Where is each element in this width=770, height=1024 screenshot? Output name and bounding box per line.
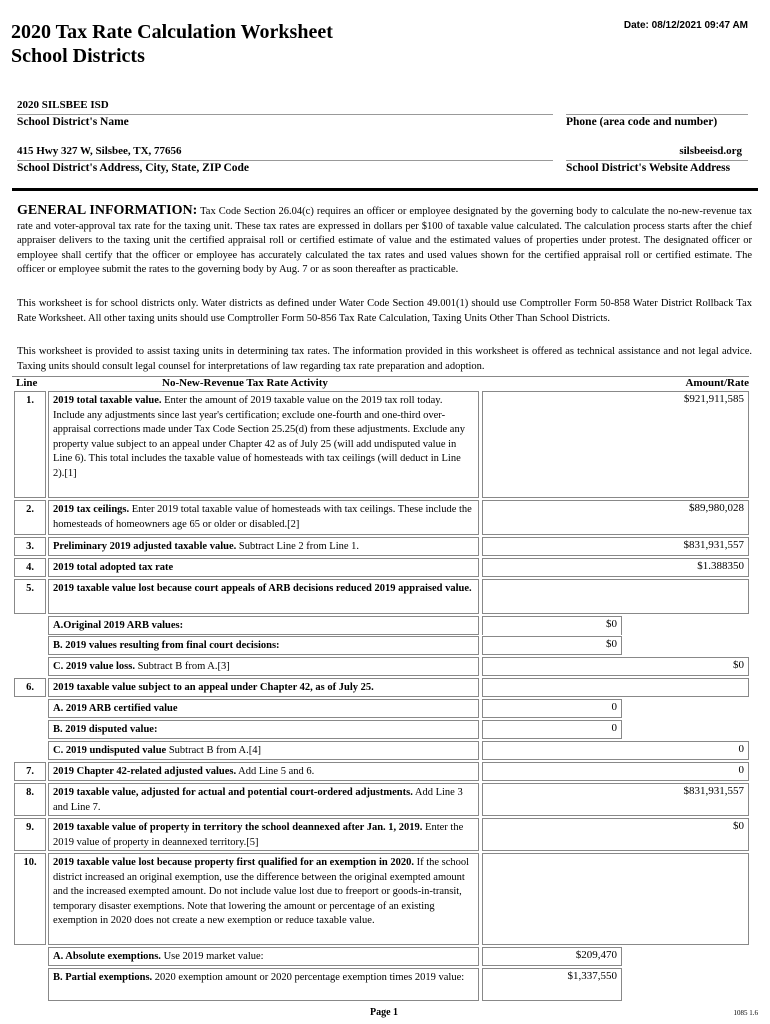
table-row [12,391,749,498]
subline-text: Use 2019 market value: [160,951,264,962]
table-subrow [12,616,749,635]
line-title: 2019 taxable value lost because court appeals of ARB decisions reduced 2019 appraised value. [53,583,472,594]
subline-description [48,720,479,739]
line-value [482,853,749,945]
table-row [12,853,749,945]
col-line-header: Line [16,377,38,389]
assistance-paragraph: This worksheet is provided to assist taxing units in determining tax rates. The information provided in this worksheet is offered as technical assistance and not legal advice. Taxing units should consult legal counsel for interpretations of law regarding tax rate preparation and adoption. [17,346,752,372]
subline-text: 2020 exemption amount or 2020 percentage exemption times 2019 value: [152,972,465,983]
line-number: 8. [14,783,46,816]
title-line-1: 2020 Tax Rate Calculation Worksheet [11,21,333,43]
general-info-paragraph [17,204,752,278]
district-name: 2020 SILSBEE ISD [17,99,109,111]
line-description [48,853,479,945]
line-description [48,762,479,781]
line-description [48,818,479,851]
empty-cell [624,616,749,635]
line-number: 9. [14,818,46,851]
line-text: Enter the 2019 value of property in deannexed territory.[5] [53,822,464,848]
line-title: 2019 total taxable value. [53,395,162,406]
line-value: $0 [482,818,749,851]
table-row [12,558,749,577]
subline-value: $209,470 [482,947,622,966]
subline-label: A.Original 2019 ARB values: [53,620,184,631]
line-description [48,537,479,556]
page-title [11,20,333,68]
line-description [48,678,479,697]
line-text: Add Line 5 and 6. [236,766,315,777]
table-row [12,762,749,781]
line-text: Subtract Line 2 from Line 1. [236,541,360,552]
table-row [12,579,749,614]
divider [566,160,748,161]
subline-value: 0 [482,720,622,739]
subline-title: C. 2019 value loss. [53,661,135,672]
subline-label: A. 2019 ARB certified value [53,703,178,714]
subline-description [48,968,479,1001]
line-title: 2019 taxable value lost because property first qualified for an exemption in 2020. [53,857,414,868]
line-number: 10. [14,853,46,945]
line-description [48,500,479,535]
subline-description [48,636,479,655]
subline-label: B. 2019 disputed value: [53,724,158,735]
col-activity-header: No-New-Revenue Tax Rate Activity [162,377,328,389]
line-description [48,783,479,816]
divider [17,114,553,115]
section-rule [12,188,758,191]
line-value: $921,911,585 [482,391,749,498]
line-description [48,579,479,614]
district-address: 415 Hwy 327 W, Silsbee, TX, 77656 [17,145,182,157]
subline-description [48,616,479,635]
line-title: 2019 taxable value of property in territory the school deannexed after Jan. 1, 2019. [53,822,423,833]
subline-value: 0 [482,699,622,718]
subline-text: Subtract B from A.[4] [166,745,261,756]
table-row [12,678,749,697]
page-number: Page 1 [370,1007,399,1018]
line-description [48,391,479,498]
form-code: 1085 1.6 [733,1009,758,1017]
col-amount-header: Amount/Rate [685,377,749,389]
general-info-text: Tax Code Section 26.04(c) requires an officer or employee designated by the governing body to calculate the no-new-revenue tax rate and voter-approval tax rate for the taxing unit. These tax rates are expressed in dollars per $100 of taxable value calculated. The calculation process starts after the chief appraiser delivers to the taxing unit the certified appraisal roll or certified estimate of value and the estimated values of properties under protest. The designated officer or employee shall certify that the officer or employee has accurately calculated the tax rates and used values shown for the certified appraisal roll or certified estimate. The officer or employee submit the rates to the governing body by Aug. 7 or as soon thereafter as practicable. [17,206,752,275]
subline-description [48,741,479,760]
table-row [12,537,749,556]
line-number: 2. [14,500,46,535]
line-number: 3. [14,537,46,556]
line-number: 5. [14,579,46,614]
line-title: 2019 tax ceilings. [53,504,130,515]
line-value: $0 [482,657,749,676]
divider [566,114,748,115]
line-value: $831,931,557 [482,783,749,816]
subline-title: C. 2019 undisputed value [53,745,167,756]
line-value: $89,980,028 [482,500,749,535]
subline-label: B. 2019 values resulting from final court decisions: [53,640,280,651]
subline-value: $1,337,550 [482,968,622,1001]
line-title: 2019 total adopted tax rate [53,562,174,573]
table-subrow [12,720,749,739]
table-subrow [12,636,749,655]
line-number: 1. [14,391,46,498]
line-value: $1.388350 [482,558,749,577]
print-date: Date: 08/12/2021 09:47 AM [623,20,748,31]
subline-value: $0 [482,616,622,635]
website-label: School District's Website Address [566,162,731,174]
table-subrow [12,657,749,676]
table-subrow [12,968,749,1001]
table-header [12,376,749,391]
table-subrow [12,741,749,760]
subline-description [48,657,479,676]
line-title: 2019 taxable value, adjusted for actual and potential court-ordered adjustments. [53,787,413,798]
address-label: School District's Address, City, State, ZIP Code [17,162,250,174]
line-number: 7. [14,762,46,781]
table-row [12,818,749,851]
line-value [482,678,749,697]
table-subrow [12,947,749,966]
line-number: 6. [14,678,46,697]
line-title: 2019 taxable value subject to an appeal under Chapter 42, as of July 25. [53,682,374,693]
line-text: Enter the amount of 2019 taxable value on the 2019 tax roll today. Include any adjustments since last year's certification; exclude one-fourth and one-third over-appraisal corrections made under Tax Code Section 25.25(d) from these adjustments. Exclude any property value subject to an appeal under Chapter 42 as of July 25 (will add undisputed value in Line 6). This total includes the taxable value of homesteads with tax ceilings (will deduct in Line 2).[1] [53,395,465,479]
phone-label: Phone (area code and number) [566,116,718,128]
subline-title: B. Partial exemptions. [53,972,153,983]
school-only-paragraph: This worksheet is for school districts only. Water districts as defined under Water Code Section 49.001(1) should use Comptroller Form 50-858 Water District Rollback Tax Rate Worksheet. All other taxing units should use Comptroller Form 50-856 Tax Rate Calculation, Taxing Units Other Than School Districts. [17,298,752,324]
table-row [12,783,749,816]
title-line-2: School Districts [11,45,145,67]
subline-description [48,699,479,718]
table-subrow [12,699,749,718]
subline-title: A. Absolute exemptions. [53,951,161,962]
line-title: Preliminary 2019 adjusted taxable value. [53,541,237,552]
line-value: $831,931,557 [482,537,749,556]
line-text: If the school district increased an original exemption, use the difference between the original exempted amount and the increased exempted amount. Do not include value lost due to freeport or goods-in-transit, temporary disaster exemptions. Note that lowering the amount or percentage of an existing exemption in 2020 does not create a new exemption or reduce taxable value. [53,857,470,926]
subline-description [48,947,479,966]
district-website: silsbeeisd.org [679,145,742,157]
line-value [482,579,749,614]
district-name-label: School District's Name [17,116,129,128]
subline-text: Subtract B from A.[3] [134,661,230,672]
line-value: 0 [482,762,749,781]
general-info-label: GENERAL INFORMATION: [17,203,198,218]
divider [17,160,553,161]
line-title: 2019 Chapter 42-related adjusted values. [53,766,237,777]
line-number: 4. [14,558,46,577]
line-value: 0 [482,741,749,760]
line-text: Add Line 3 and Line 7. [53,787,463,813]
line-description [48,558,479,577]
table-row [12,500,749,535]
subline-value: $0 [482,636,622,655]
line-text: Enter 2019 total taxable value of homesteads with tax ceilings. These include the homesteads of homeowners age 65 or older or disabled.[2] [53,504,472,530]
